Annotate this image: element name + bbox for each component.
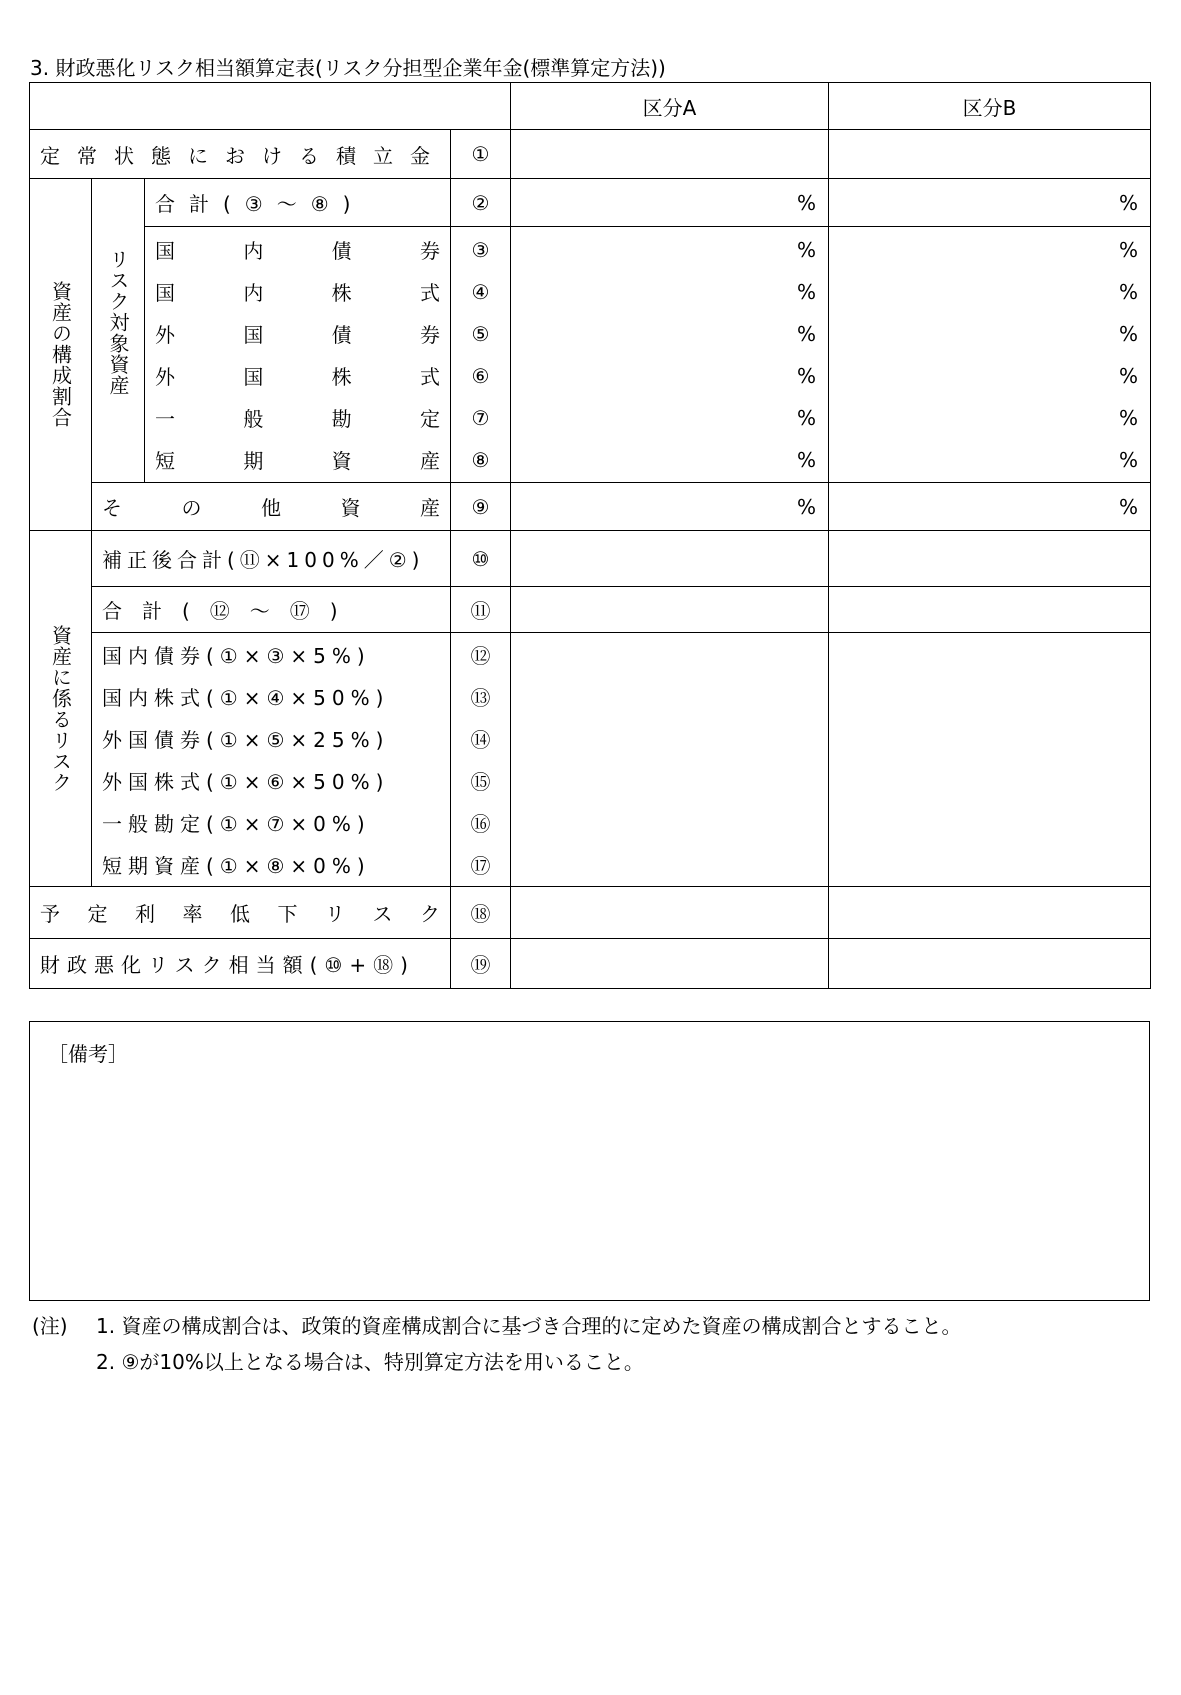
row-number: ⑭ bbox=[470, 728, 491, 752]
foreign-bonds-label: 外 国 債 券 bbox=[155, 323, 440, 347]
rate-risk-text: 予 定 利 率 低 下 リ ス ク bbox=[40, 902, 440, 926]
row-number: ⑱ bbox=[451, 887, 511, 939]
remarks-box[interactable] bbox=[29, 1021, 1150, 1301]
header-blank bbox=[30, 83, 511, 130]
percent-unit: % bbox=[796, 237, 816, 262]
list-item bbox=[92, 676, 450, 718]
reserve-label bbox=[30, 130, 451, 179]
risk-total-a[interactable] bbox=[511, 587, 829, 633]
risk-assets-subgroup-label bbox=[92, 179, 145, 483]
composition-total-b[interactable] bbox=[829, 179, 1151, 227]
foreign-bonds-risk-label: 外国債券(①×⑤×25%) bbox=[102, 728, 390, 752]
foreign-stocks-risk-label: 外国株式(①×⑥×50%) bbox=[102, 770, 390, 794]
general-account-risk-label: 一般勘定(①×⑦×0%) bbox=[102, 812, 371, 836]
composition-total-a[interactable] bbox=[511, 179, 829, 227]
reserve-value-b[interactable] bbox=[829, 130, 1151, 179]
fin-risk-label bbox=[30, 939, 451, 989]
row-number: ⑮ bbox=[470, 770, 491, 794]
composition-total-text: 合計(③～⑧) bbox=[155, 192, 365, 216]
row-number: ⑤ bbox=[471, 321, 490, 346]
percent-unit: % bbox=[1118, 405, 1138, 430]
column-header-b: 区分B bbox=[829, 83, 1151, 130]
rate-risk-label bbox=[30, 887, 451, 939]
row-number: ⑥ bbox=[471, 363, 490, 388]
row-number: ⑨ bbox=[451, 483, 511, 531]
row-number: ⑬ bbox=[470, 686, 491, 710]
list-item bbox=[145, 355, 450, 397]
percent-unit: % bbox=[1118, 321, 1138, 346]
adjusted-total-label bbox=[92, 531, 451, 587]
other-assets-text: そ の 他 資 産 bbox=[102, 496, 440, 520]
row-number: ⑲ bbox=[451, 939, 511, 989]
row-number: ⑪ bbox=[451, 587, 511, 633]
risk-item-values-a[interactable] bbox=[511, 633, 829, 887]
foreign-stocks-label: 外 国 株 式 bbox=[155, 365, 440, 389]
list-item bbox=[92, 634, 450, 676]
risk-asset-values-a[interactable] bbox=[511, 227, 829, 483]
domestic-bonds-risk-label: 国内債券(①×③×5%) bbox=[102, 644, 371, 668]
other-assets-b[interactable] bbox=[829, 483, 1151, 531]
fin-risk-text: 財政悪化リスク相当額(⑩+⑱) bbox=[40, 953, 415, 977]
note-item-1: 1. 資産の構成割合は、政策的資産構成割合に基づき合理的に定めた資産の構成割合とすること。 bbox=[96, 1314, 962, 1338]
list-item bbox=[145, 229, 450, 271]
list-item bbox=[145, 439, 450, 481]
domestic-stocks-label: 国 内 株 式 bbox=[155, 281, 440, 305]
percent-unit: % bbox=[796, 494, 816, 519]
note-item-2: 2. ⑨が10%以上となる場合は、特別算定方法を用いること。 bbox=[96, 1350, 644, 1374]
list-item bbox=[92, 760, 450, 802]
risk-calculation-table bbox=[29, 82, 1151, 989]
other-assets-a[interactable] bbox=[511, 483, 829, 531]
list-item bbox=[145, 271, 450, 313]
risk-asset-numbers bbox=[451, 227, 511, 483]
list-item bbox=[92, 844, 450, 886]
risk-item-values-b[interactable] bbox=[829, 633, 1151, 887]
risk-total-label bbox=[92, 587, 451, 633]
domestic-bonds-label: 国 内 債 券 bbox=[155, 239, 440, 263]
domestic-stocks-risk-label: 国内株式(①×④×50%) bbox=[102, 686, 390, 710]
adjusted-total-b[interactable] bbox=[829, 531, 1151, 587]
percent-unit: % bbox=[796, 190, 816, 215]
rate-risk-b[interactable] bbox=[829, 887, 1151, 939]
percent-unit: % bbox=[1118, 190, 1138, 215]
row-number: ④ bbox=[471, 279, 490, 304]
fin-risk-b[interactable] bbox=[829, 939, 1151, 989]
risk-total-b[interactable] bbox=[829, 587, 1151, 633]
reserve-value-a[interactable] bbox=[511, 130, 829, 179]
rate-risk-a[interactable] bbox=[511, 887, 829, 939]
risk-asset-values-b[interactable] bbox=[829, 227, 1151, 483]
list-item bbox=[145, 397, 450, 439]
percent-unit: % bbox=[1118, 447, 1138, 472]
percent-unit: % bbox=[796, 363, 816, 388]
remarks-label: ［備考］ bbox=[48, 1042, 128, 1066]
list-item bbox=[92, 718, 450, 760]
risk-item-labels bbox=[92, 633, 451, 887]
list-item bbox=[145, 313, 450, 355]
row-number: ⑩ bbox=[451, 531, 511, 587]
risk-asset-labels bbox=[145, 227, 451, 483]
percent-unit: % bbox=[1118, 279, 1138, 304]
adjusted-total-text: 補正後合計(⑪×100%／②) bbox=[102, 548, 425, 572]
column-header-a: 区分A bbox=[511, 83, 829, 130]
percent-unit: % bbox=[796, 405, 816, 430]
risk-item-numbers bbox=[451, 633, 511, 887]
composition-group-label bbox=[30, 179, 92, 531]
percent-unit: % bbox=[796, 447, 816, 472]
percent-unit: % bbox=[1118, 363, 1138, 388]
row-number: ⑫ bbox=[470, 644, 491, 668]
percent-unit: % bbox=[796, 279, 816, 304]
short-term-assets-risk-label: 短期資産(①×⑧×0%) bbox=[102, 854, 371, 878]
percent-unit: % bbox=[796, 321, 816, 346]
notes-prefix: (注) bbox=[32, 1314, 68, 1338]
other-assets-label bbox=[92, 483, 451, 531]
percent-unit: % bbox=[1118, 494, 1138, 519]
row-number: ⑰ bbox=[470, 854, 491, 878]
list-item bbox=[92, 802, 450, 844]
row-number: ① bbox=[451, 130, 511, 179]
short-term-assets-label: 短 期 資 産 bbox=[155, 449, 440, 473]
risk-total-text: 合計(⑫～⑰) bbox=[102, 599, 358, 623]
fin-risk-a[interactable] bbox=[511, 939, 829, 989]
document-title: 3. 財政悪化リスク相当額算定表(リスク分担型企業年金(標準算定方法)) bbox=[30, 56, 666, 80]
risk-assets-subgroup-text: リスク対象資産 bbox=[106, 249, 130, 396]
row-number: ② bbox=[451, 179, 511, 227]
percent-unit: % bbox=[1118, 237, 1138, 262]
row-number: ⑯ bbox=[470, 812, 491, 836]
adjusted-total-a[interactable] bbox=[511, 531, 829, 587]
row-number: ⑧ bbox=[471, 447, 490, 472]
reserve-label-text: 定常状態における積立金 bbox=[40, 143, 447, 168]
risk-group-text: 資産に係るリスク bbox=[48, 624, 73, 793]
general-account-label: 一 般 勘 定 bbox=[155, 407, 440, 431]
row-number: ⑦ bbox=[471, 405, 490, 430]
risk-group-label bbox=[30, 531, 92, 887]
composition-total-label bbox=[145, 179, 451, 227]
composition-group-text: 資産の構成割合 bbox=[48, 281, 73, 428]
row-number: ③ bbox=[471, 237, 490, 262]
